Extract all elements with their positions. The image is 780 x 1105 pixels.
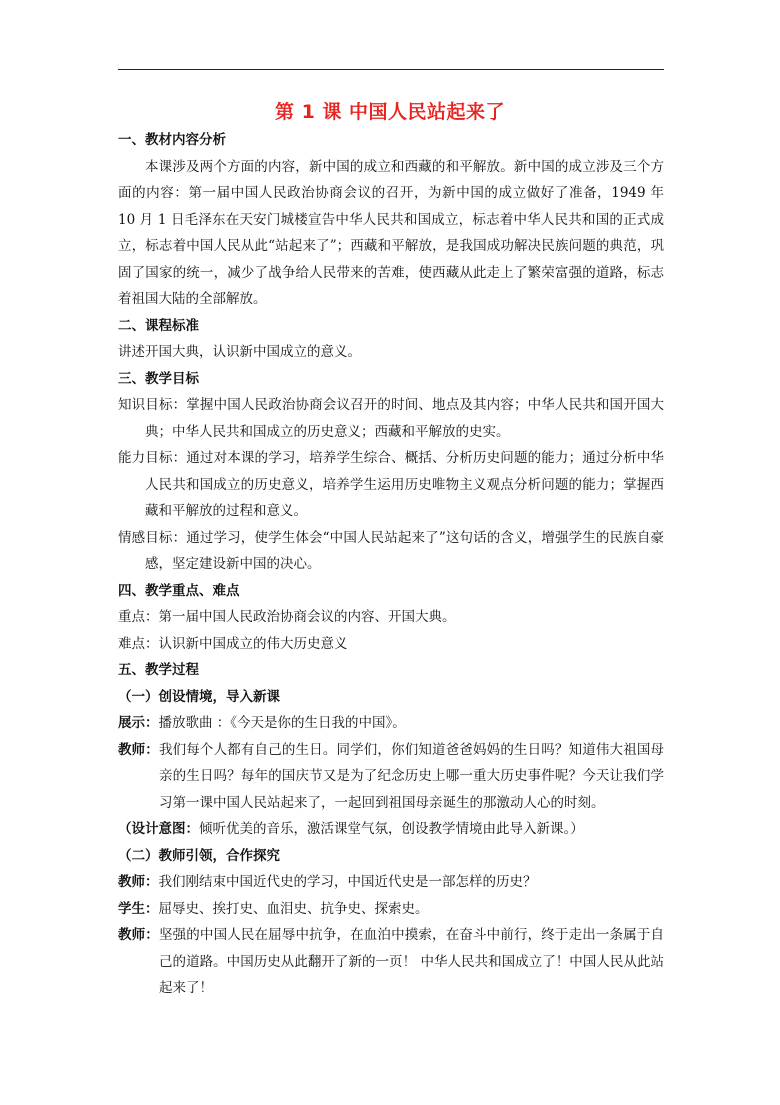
knowledge-goal: 知识目标：掌握中国人民政治协商会议召开的时间、地点及其内容；中华人民共和国开国大典；中华人民共和国成立的历史意义；西藏和平解放的史实。 [118,397,664,440]
document-body [118,127,664,1002]
design-intent-label: （设计意图： [118,821,199,837]
teacher-text-3: 坚强的中国人民在屈辱中抗争，在血泊中摸索，在奋斗中前行，终于走出一条属于自己的道路。中国历史从此翻开了新的一页！ 中华人民共和国成立了！中国人民从此站起来了！ [158,927,665,996]
header-rule [118,69,664,70]
ability-goal: 能力目标：通过对本课的学习，培养学生综合、概括、分析历史问题的能力；通过分析中华人民共和国成立的历史意义，培养学生运用历史唯物主义观点分析问题的能力；掌握西藏和平解放的过程和意义。 [118,450,664,519]
show-line [118,710,664,737]
standard-paragraph: 讲述开国大典，认识新中国成立的意义。 [118,344,361,360]
key-point: 重点：第一届中国人民政治协商会议的内容、开国大典。 [118,609,456,625]
section-heading-standard: 二、课程标准 [118,317,199,334]
teacher-label: 教师： [118,927,159,943]
section-heading-process: 五、教学过程 [118,662,199,678]
student-text: 屈辱史、挨打史、血泪史、抗争史、探索史。 [158,900,429,917]
analysis-paragraph: 本课涉及两个方面的内容，新中国的成立和西藏的和平解放。新中国的成立涉及三个方面的内容：第一届中国人民政治协商会议的召开，为新中国的成立做好了准备，1949 年 10 月 1 日毛泽东在天安门城楼宣告中华人民共和国成立，标志着中华人民共和国的正式成立，标志着中国人民从此“站起来了”；西藏和平解放，是我国成功解决民族问题的典范，巩固了国家的统一，减少了战争给人民带来的苦难，使西藏从此走上了繁荣富强的道路，标志着祖国大陆的全部解放。 [118,158,664,307]
student-line [118,896,664,923]
teacher-label: 教师： [118,874,159,890]
difficult-point: 难点：认识新中国成立的伟大历史意义 [118,635,348,652]
teacher-line-2 [118,869,664,896]
teacher-text-2: 我们刚结束中国近代史的学习，中国近代史是一部怎样的历史？ [158,874,537,890]
design-intent-text: 倾听优美的音乐，激活课堂气氛，创设教学情境由此导入新课。） [199,821,584,837]
lesson-title: 第 1 课 中国人民站起来了 [274,101,506,123]
section-heading-key-points: 四、教学重点、难点 [118,582,240,599]
section-heading-goals: 三、教学目标 [118,370,199,387]
process-part2-heading: （二）教师引领，合作探究 [118,847,280,864]
design-intent-line [118,816,664,843]
teacher-line-1 [118,737,664,817]
emotion-goal: 情感目标：通过学习，使学生体会“中国人民站起来了”这句话的含义，增强学生的民族自豪感，坚定建设新中国的决心。 [118,529,664,572]
teacher-line-3 [118,922,664,1002]
student-label: 学生： [118,900,159,917]
show-text: 播放歌曲 ：《今天是你的生日我的中国》。 [158,715,406,731]
teacher-label: 教师： [118,741,159,758]
process-part1-heading: （一）创设情境，导入新课 [118,688,280,705]
show-label: 展示： [118,715,159,731]
teacher-text-1: 我们每个人都有自己的生日。同学们，你们知道爸爸妈妈的生日吗？知道伟大祖国母亲的生日吗？每年的国庆节又是为了纪念历史上哪一重大历史事件呢？今天让我们学习第一课中国人民站起来了，一起回到祖国母亲诞生的那激动人心的时刻。 [158,741,665,811]
section-heading-analysis: 一、教材内容分析 [118,132,226,148]
